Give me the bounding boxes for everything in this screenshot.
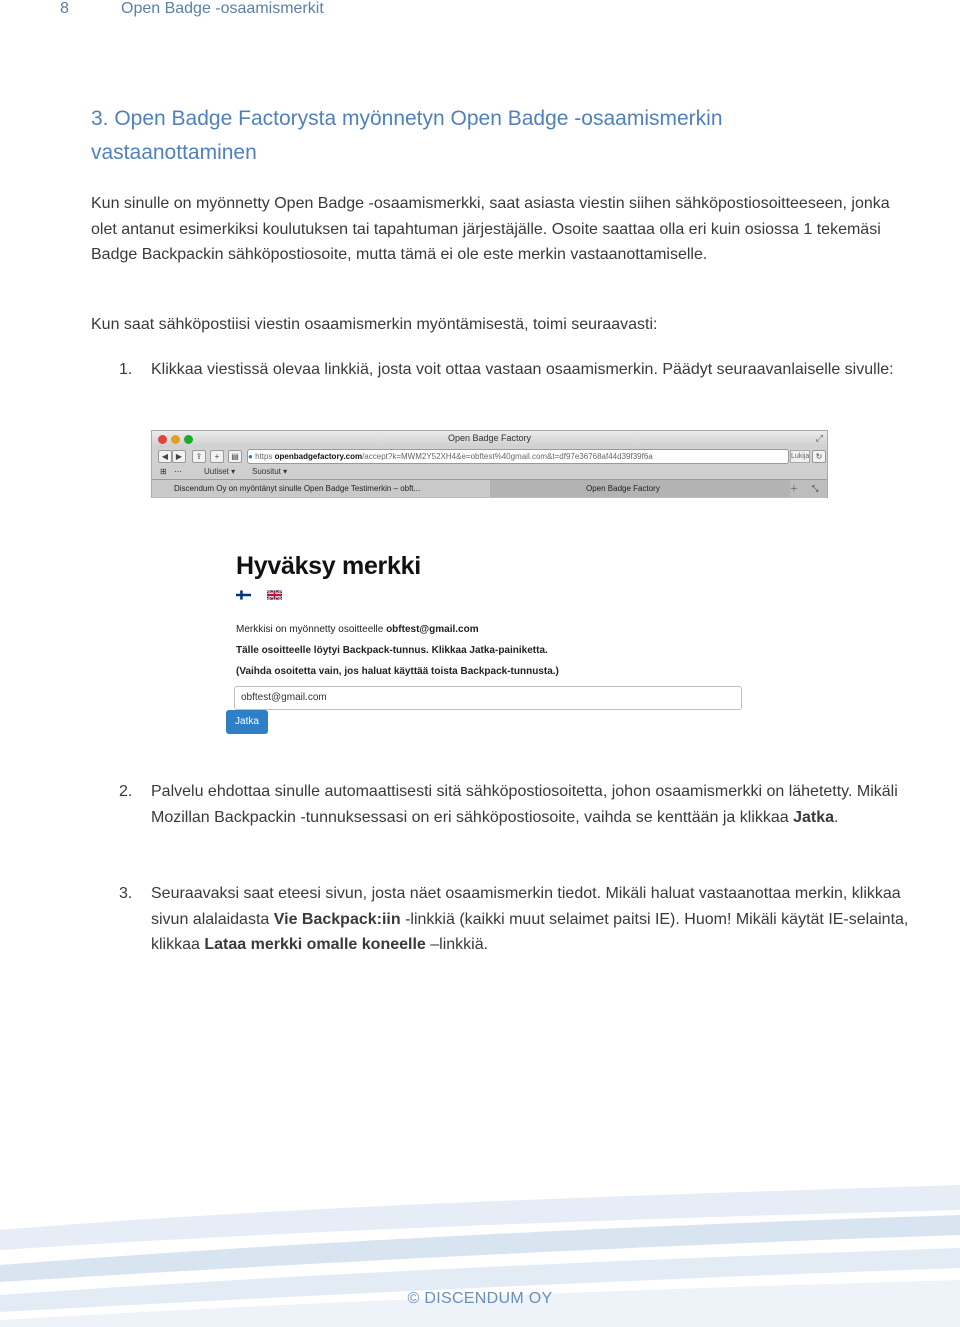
step-2-text: [151, 779, 911, 830]
issued-to-line: [236, 624, 479, 635]
intro-paragraph: Kun sinulle on myönnetty Open Badge -osaamismerkki, saat asiasta viestin siihen sähköpostiosoitteeseen, jonka olet antanut esimerkiksi koulutuksen tai tapahtuman järjestäjälle. Osoite saattaa olla eri kuin osiossa 1 tekemäsi Badge Backpackin sähköpostiosoite, mutta tämä ei ole este merkin vastaanottamiselle.: [91, 195, 890, 263]
back-icon: ◀: [158, 450, 172, 463]
new-tab-icon: ＋: [790, 484, 798, 493]
browser-titlebar: [152, 431, 827, 447]
step-3-text-c: –linkkiä.: [425, 936, 489, 953]
step-3-bold-backpack: Vie Backpack:iin: [273, 910, 401, 928]
step-3-bold-download: Lataa merkki omalle koneelle: [204, 936, 426, 953]
page-number: 8: [60, 0, 69, 17]
bookmark-uutiset: Uutiset ▾: [204, 467, 236, 476]
step-3-text-a: Seuraavaksi saat eteesi sivun, josta näet osaamismerkin tiedot. Mikäli haluat vastaanottaa merkin, klikkaa sivun alalaidasta: [151, 885, 901, 928]
continue-button: Jatka: [226, 710, 268, 734]
step-3-number: 3.: [119, 885, 133, 902]
section-heading: 3. Open Badge Factorysta myönnetyn Open Badge -osaamismerkin vastaanottaminen: [91, 107, 723, 164]
step-3-text-b: -linkkiä (kaikki muut selaimet paitsi IE). Huom! Mikäli käytät IE-selainta, klikkaa: [151, 910, 909, 953]
step-2-text-b: .: [834, 808, 839, 826]
step-2-bold-continue: Jatka: [793, 808, 835, 826]
backpack-found-line: Tälle osoitteelle löytyi Backpack-tunnus. Klikkaa Jatka-painiketta.: [236, 645, 548, 656]
step-1-number: 1.: [119, 361, 133, 378]
running-title: Open Badge -osaamismerkit: [121, 0, 324, 17]
sidebar-icon: ▤: [228, 450, 242, 463]
globe-icon: ●: [248, 452, 253, 461]
browser-screenshot: [151, 430, 828, 498]
tab-overview-icon: ⤡: [812, 484, 819, 493]
url-scheme: https: [255, 452, 273, 461]
address-bar: [247, 449, 789, 464]
bookmarks-icon: ⊞: [160, 467, 167, 476]
add-icon: +: [210, 450, 224, 463]
url-path: /accept?k=MWM2Y52XH4&e=obftest%40gmail.com&t=df97e36768af44d39f39f6a: [362, 452, 653, 461]
url-host: openbadgefactory.com: [274, 452, 363, 461]
browser-window-title: Open Badge Factory: [447, 433, 532, 443]
step-3-text: [151, 881, 911, 958]
share-icon: ⇪: [192, 450, 206, 463]
email-field: obftest@gmail.com: [234, 686, 742, 710]
reader-button: Lukija: [790, 450, 810, 463]
issued-to-prefix: Merkkisi on myönnetty osoitteelle: [236, 624, 387, 635]
bookmark-suositut: Suositut ▾: [252, 467, 288, 476]
step-1-text: Klikkaa viestissä olevaa linkkiä, josta voit ottaa vastaan osaamismerkin. Päädyt seuraavanlaiselle sivulle:: [151, 361, 894, 378]
uk-flag-icon: [267, 590, 282, 600]
bookmarks-bar: [152, 465, 827, 479]
tab-open-badge-factory: Open Badge Factory: [490, 480, 790, 497]
lead-paragraph: Kun saat sähköpostiisi viestin osaamismerkin myöntämisestä, toimi seuraavasti:: [91, 316, 658, 333]
accept-badge-title: Hyväksy merkki: [236, 552, 421, 580]
tab-badge-email: Discendum Oy on myöntänyt sinulle Open Badge Testimerkin – obft...: [152, 480, 490, 497]
fullscreen-icon: ⤢: [815, 433, 823, 443]
step-2-number: 2.: [119, 783, 133, 800]
finnish-flag-icon: [236, 590, 251, 600]
reload-icon: ↻: [812, 450, 826, 463]
issued-to-email: obftest@gmail.com: [386, 624, 479, 635]
tab-bar: [152, 479, 827, 498]
change-address-note: (Vaihda osoitetta vain, jos haluat käyttää toista Backpack-tunnusta.): [236, 666, 559, 677]
top-sites-icon: ⋯: [174, 467, 182, 476]
forward-icon: ▶: [172, 450, 186, 463]
step-2-text-a: Palvelu ehdottaa sinulle automaattisesti sitä sähköpostiosoitetta, johon osaamismerkki on lähetetty. Mikäli Mozillan Backpackin -tunnuksessasi on eri sähköpostiosoite, vaihda se kenttään ja klikkaa: [151, 783, 898, 826]
footer-copyright: © DISCENDUM OY: [407, 1290, 553, 1307]
browser-toolbar: [152, 447, 827, 465]
